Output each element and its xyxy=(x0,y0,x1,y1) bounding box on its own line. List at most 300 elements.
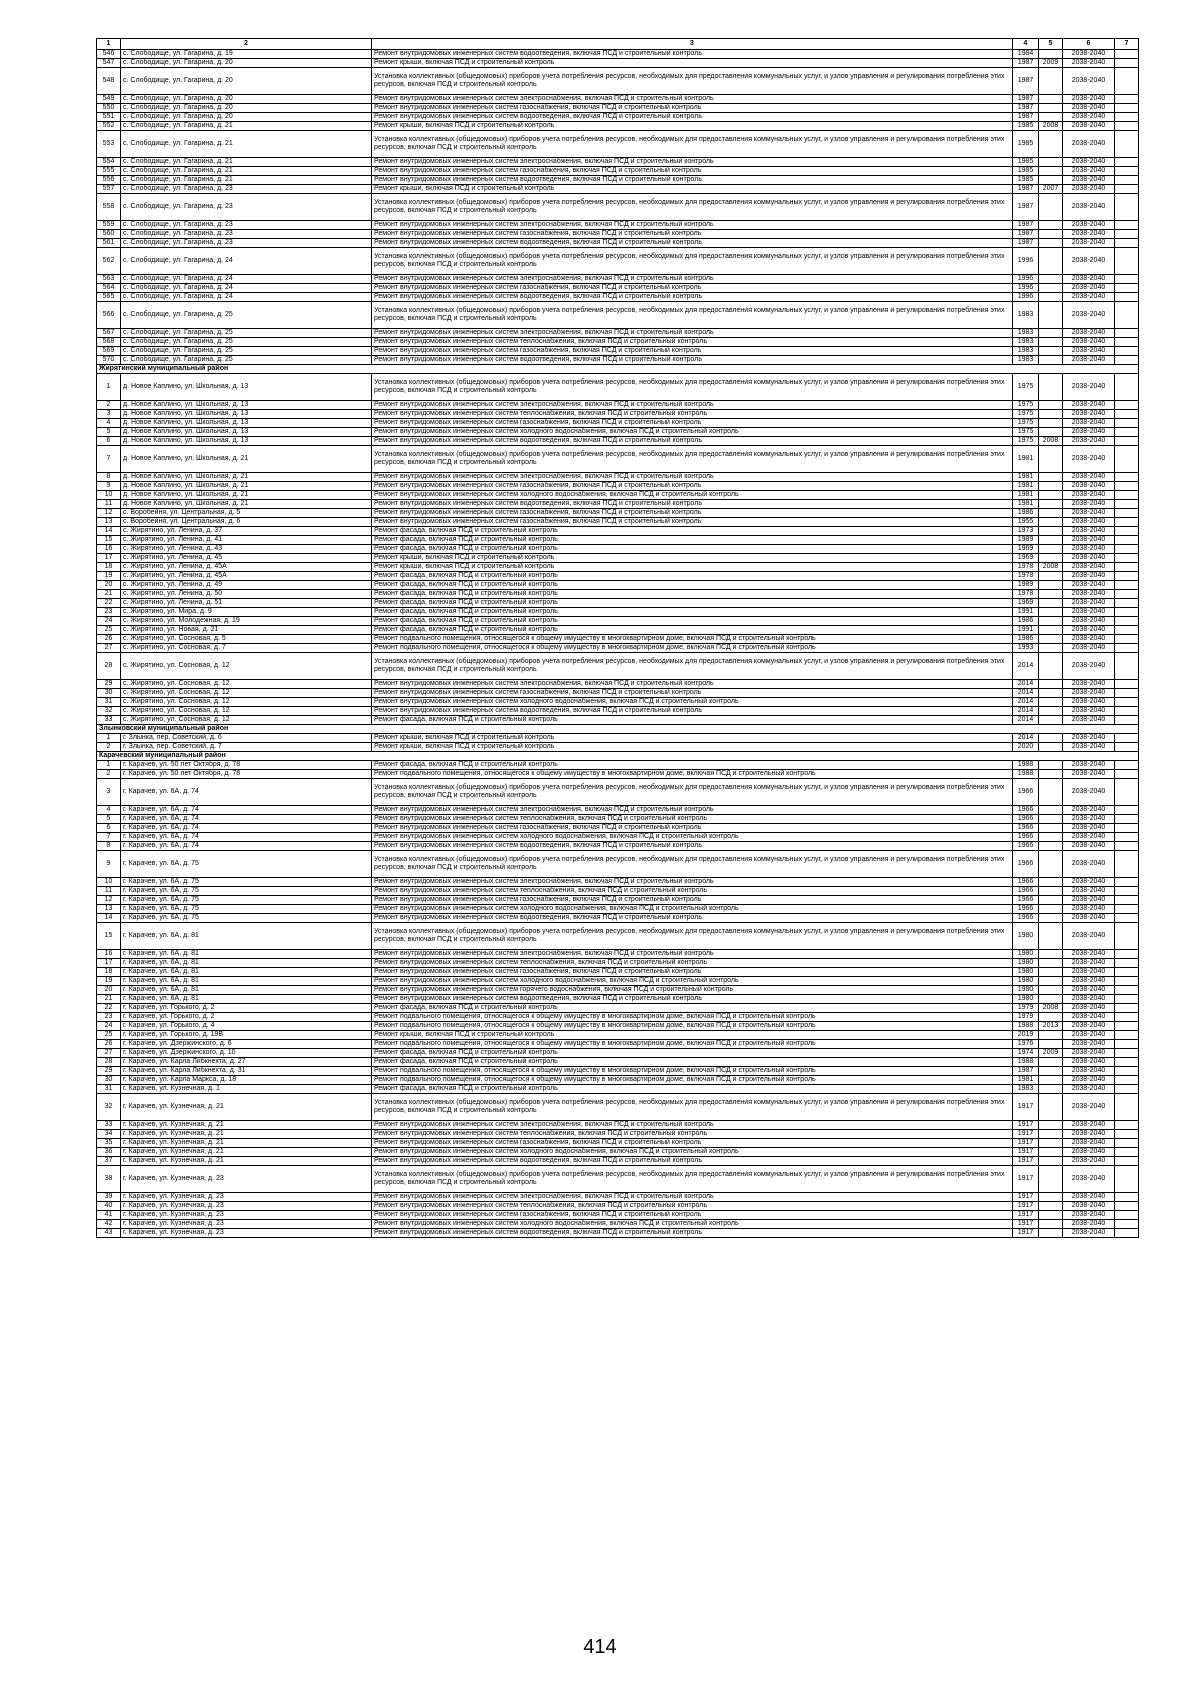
table-row xyxy=(97,1013,1139,1022)
year-built-cell: 1966 xyxy=(1013,905,1039,914)
planned-period-cell: 2038-2040 xyxy=(1063,698,1115,707)
empty-cell xyxy=(1115,896,1139,905)
year-built-cell: 1966 xyxy=(1013,806,1039,815)
work-type-cell: Ремонт фасада, включая ПСД и строительный контроль xyxy=(372,572,1013,581)
row-number-cell: 31 xyxy=(97,698,121,707)
empty-cell xyxy=(1115,374,1139,401)
work-type-cell: Ремонт внутридомовых инженерных систем холодного водоснабжения, включая ПСД и строительный контроль xyxy=(372,698,1013,707)
last-repair-year-cell xyxy=(1039,68,1063,95)
last-repair-year-cell xyxy=(1039,248,1063,275)
work-type-cell: Ремонт крыши, включая ПСД и строительный контроль xyxy=(372,122,1013,131)
row-number-cell: 22 xyxy=(97,599,121,608)
empty-cell xyxy=(1115,275,1139,284)
table-row xyxy=(97,923,1139,950)
last-repair-year-cell: 2009 xyxy=(1039,1049,1063,1058)
row-number-cell: 25 xyxy=(97,1031,121,1040)
table-row xyxy=(97,599,1139,608)
year-built-cell: 1917 xyxy=(1013,1157,1039,1166)
empty-cell xyxy=(1115,491,1139,500)
empty-cell xyxy=(1115,68,1139,95)
work-type-cell: Ремонт внутридомовых инженерных систем газоснабжения, включая ПСД и строительный контроль xyxy=(372,1139,1013,1148)
address-cell: с. Жирятино, ул. Ленина, д. 45 xyxy=(121,554,372,563)
work-type-cell: Установка коллективных (общедомовых) приборов учета потребления ресурсов, необходимых для предоставления коммунальных услуг, и узлов управления и регулирования потребления этих ресурсов, включая ПСД и строительный контроль xyxy=(372,374,1013,401)
last-repair-year-cell xyxy=(1039,275,1063,284)
year-built-cell: 1989 xyxy=(1013,581,1039,590)
row-number-cell: 5 xyxy=(97,428,121,437)
header-cell: 5 xyxy=(1039,39,1063,50)
work-type-cell: Ремонт внутридомовых инженерных систем газоснабжения, включая ПСД и строительный контроль xyxy=(372,419,1013,428)
last-repair-year-cell xyxy=(1039,878,1063,887)
empty-cell xyxy=(1115,230,1139,239)
table-row xyxy=(97,986,1139,995)
last-repair-year-cell xyxy=(1039,617,1063,626)
work-type-cell: Ремонт фасада, включая ПСД и строительный контроль xyxy=(372,617,1013,626)
year-built-cell: 1984 xyxy=(1013,50,1039,59)
address-cell: г. Карачев, ул. 6А, д. 75 xyxy=(121,905,372,914)
row-number-cell: 14 xyxy=(97,914,121,923)
work-type-cell: Ремонт внутридомовых инженерных систем электроснабжения, включая ПСД и строительный контроль xyxy=(372,680,1013,689)
year-built-cell: 2014 xyxy=(1013,716,1039,725)
address-cell: г. Карачев, ул. 6А, д. 81 xyxy=(121,995,372,1004)
table-row xyxy=(97,851,1139,878)
year-built-cell: 1996 xyxy=(1013,284,1039,293)
table-row xyxy=(97,968,1139,977)
planned-period-cell: 2038-2040 xyxy=(1063,680,1115,689)
row-number-cell: 10 xyxy=(97,878,121,887)
last-repair-year-cell xyxy=(1039,554,1063,563)
planned-period-cell: 2038-2040 xyxy=(1063,113,1115,122)
table-row xyxy=(97,95,1139,104)
work-type-cell: Ремонт фасада, включая ПСД и строительный контроль xyxy=(372,590,1013,599)
year-built-cell: 1985 xyxy=(1013,122,1039,131)
year-built-cell: 1969 xyxy=(1013,545,1039,554)
address-cell: г. Карачев, ул. 6А, д. 74 xyxy=(121,779,372,806)
planned-period-cell: 2038-2040 xyxy=(1063,563,1115,572)
last-repair-year-cell xyxy=(1039,284,1063,293)
row-number-cell: 18 xyxy=(97,563,121,572)
year-built-cell: 1986 xyxy=(1013,635,1039,644)
row-number-cell: 548 xyxy=(97,68,121,95)
address-cell: с. Слободище, ул. Гагарина, д. 25 xyxy=(121,329,372,338)
table-row xyxy=(97,329,1139,338)
year-built-cell: 1978 xyxy=(1013,563,1039,572)
row-number-cell: 555 xyxy=(97,167,121,176)
address-cell: с. Слободище, ул. Гагарина, д. 23 xyxy=(121,185,372,194)
year-built-cell: 1978 xyxy=(1013,572,1039,581)
planned-period-cell: 2038-2040 xyxy=(1063,986,1115,995)
section-title: Злынковский муниципальный район xyxy=(97,725,1139,734)
last-repair-year-cell xyxy=(1039,1013,1063,1022)
table-row xyxy=(97,473,1139,482)
last-repair-year-cell xyxy=(1039,446,1063,473)
last-repair-year-cell xyxy=(1039,293,1063,302)
empty-cell xyxy=(1115,635,1139,644)
last-repair-year-cell xyxy=(1039,545,1063,554)
work-type-cell: Ремонт внутридомовых инженерных систем газоснабжения, включая ПСД и строительный контроль xyxy=(372,896,1013,905)
work-type-cell: Ремонт внутридомовых инженерных систем холодного водоснабжения, включая ПСД и строительный контроль xyxy=(372,977,1013,986)
address-cell: г. Карачев, ул. 6А, д. 74 xyxy=(121,815,372,824)
planned-period-cell: 2038-2040 xyxy=(1063,1031,1115,1040)
row-number-cell: 546 xyxy=(97,50,121,59)
last-repair-year-cell xyxy=(1039,1040,1063,1049)
last-repair-year-cell xyxy=(1039,221,1063,230)
address-cell: с. Слободище, ул. Гагарина, д. 23 xyxy=(121,230,372,239)
row-number-cell: 1 xyxy=(97,761,121,770)
table-row xyxy=(97,1049,1139,1058)
table-row xyxy=(97,1094,1139,1121)
table-row xyxy=(97,770,1139,779)
last-repair-year-cell xyxy=(1039,1148,1063,1157)
empty-cell xyxy=(1115,248,1139,275)
planned-period-cell: 2038-2040 xyxy=(1063,509,1115,518)
table-row xyxy=(97,284,1139,293)
table-row xyxy=(97,563,1139,572)
work-type-cell: Ремонт внутридомовых инженерных систем водоотведения, включая ПСД и строительный контроль xyxy=(372,500,1013,509)
empty-cell xyxy=(1115,644,1139,653)
work-type-cell: Ремонт подвального помещения, относящегося к общему имуществу в многоквартирном доме, включая ПСД и строительный контроль xyxy=(372,770,1013,779)
last-repair-year-cell xyxy=(1039,959,1063,968)
year-built-cell: 1981 xyxy=(1013,1076,1039,1085)
table-row xyxy=(97,347,1139,356)
empty-cell xyxy=(1115,1211,1139,1220)
empty-cell xyxy=(1115,689,1139,698)
table-row xyxy=(97,1229,1139,1238)
year-built-cell: 1981 xyxy=(1013,482,1039,491)
last-repair-year-cell xyxy=(1039,572,1063,581)
header-cell: 3 xyxy=(372,39,1013,50)
table-row xyxy=(97,509,1139,518)
table-row xyxy=(97,698,1139,707)
last-repair-year-cell xyxy=(1039,923,1063,950)
address-cell: г. Карачев, ул. 6А, д. 74 xyxy=(121,833,372,842)
work-type-cell: Ремонт подвального помещения, относящегося к общему имуществу в многоквартирном доме, включая ПСД и строительный контроль xyxy=(372,1076,1013,1085)
year-built-cell: 1988 xyxy=(1013,1022,1039,1031)
row-number-cell: 11 xyxy=(97,887,121,896)
planned-period-cell: 2038-2040 xyxy=(1063,1220,1115,1229)
table-row xyxy=(97,626,1139,635)
planned-period-cell: 2038-2040 xyxy=(1063,968,1115,977)
row-number-cell: 564 xyxy=(97,284,121,293)
year-built-cell: 1987 xyxy=(1013,68,1039,95)
last-repair-year-cell xyxy=(1039,95,1063,104)
year-built-cell: 1988 xyxy=(1013,1058,1039,1067)
year-built-cell: 1917 xyxy=(1013,1139,1039,1148)
last-repair-year-cell xyxy=(1039,1085,1063,1094)
empty-cell xyxy=(1115,716,1139,725)
last-repair-year-cell xyxy=(1039,1202,1063,1211)
page-number: 414 xyxy=(583,1636,617,1658)
row-number-cell: 13 xyxy=(97,905,121,914)
year-built-cell: 1983 xyxy=(1013,356,1039,365)
work-type-cell: Ремонт внутридомовых инженерных систем электроснабжения, включая ПСД и строительный контроль xyxy=(372,275,1013,284)
year-built-cell: 1917 xyxy=(1013,1229,1039,1238)
planned-period-cell: 2038-2040 xyxy=(1063,1022,1115,1031)
work-type-cell: Ремонт внутридомовых инженерных систем электроснабжения, включая ПСД и строительный контроль xyxy=(372,158,1013,167)
address-cell: с. Слободище, ул. Гагарина, д. 21 xyxy=(121,122,372,131)
last-repair-year-cell xyxy=(1039,977,1063,986)
row-number-cell: 8 xyxy=(97,842,121,851)
empty-cell xyxy=(1115,1202,1139,1211)
year-built-cell: 1996 xyxy=(1013,293,1039,302)
address-cell: г. Карачев, ул. Кузнечная, д. 21 xyxy=(121,1148,372,1157)
year-built-cell: 1917 xyxy=(1013,1166,1039,1193)
empty-cell xyxy=(1115,653,1139,680)
empty-cell xyxy=(1115,761,1139,770)
planned-period-cell: 2038-2040 xyxy=(1063,977,1115,986)
row-number-cell: 8 xyxy=(97,473,121,482)
row-number-cell: 4 xyxy=(97,419,121,428)
row-number-cell: 570 xyxy=(97,356,121,365)
table-row xyxy=(97,1022,1139,1031)
work-type-cell: Ремонт внутридомовых инженерных систем электроснабжения, включая ПСД и строительный контроль xyxy=(372,1193,1013,1202)
empty-cell xyxy=(1115,563,1139,572)
year-built-cell: 1983 xyxy=(1013,1085,1039,1094)
header-row xyxy=(97,39,1139,50)
section-row xyxy=(97,725,1139,734)
empty-cell xyxy=(1115,1085,1139,1094)
year-built-cell: 1981 xyxy=(1013,500,1039,509)
table-row xyxy=(97,842,1139,851)
planned-period-cell: 2038-2040 xyxy=(1063,950,1115,959)
row-number-cell: 30 xyxy=(97,1076,121,1085)
address-cell: с. Жирятино, ул. Ленина, д. 37 xyxy=(121,527,372,536)
table-row xyxy=(97,581,1139,590)
planned-period-cell: 2038-2040 xyxy=(1063,599,1115,608)
address-cell: д. Новое Каплино, ул. Школьная, д. 21 xyxy=(121,446,372,473)
work-type-cell: Ремонт фасада, включая ПСД и строительный контроль xyxy=(372,761,1013,770)
planned-period-cell: 2038-2040 xyxy=(1063,617,1115,626)
work-type-cell: Установка коллективных (общедомовых) приборов учета потребления ресурсов, необходимых для предоставления коммунальных услуг, и узлов управления и регулирования потребления этих ресурсов, включая ПСД и строительный контроль xyxy=(372,653,1013,680)
planned-period-cell: 2038-2040 xyxy=(1063,707,1115,716)
table-row xyxy=(97,653,1139,680)
row-number-cell: 33 xyxy=(97,1121,121,1130)
table-row xyxy=(97,806,1139,815)
table-row xyxy=(97,887,1139,896)
row-number-cell: 23 xyxy=(97,608,121,617)
empty-cell xyxy=(1115,50,1139,59)
planned-period-cell: 2038-2040 xyxy=(1063,1004,1115,1013)
row-number-cell: 4 xyxy=(97,806,121,815)
address-cell: г. Карачев, ул. 6А, д. 81 xyxy=(121,959,372,968)
planned-period-cell: 2038-2040 xyxy=(1063,1085,1115,1094)
address-cell: г. Карачев, ул. Горького, д. 19В xyxy=(121,1031,372,1040)
work-type-cell: Ремонт фасада, включая ПСД и строительный контроль xyxy=(372,1058,1013,1067)
planned-period-cell: 2038-2040 xyxy=(1063,1094,1115,1121)
last-repair-year-cell xyxy=(1039,851,1063,878)
table-row xyxy=(97,491,1139,500)
year-built-cell: 1991 xyxy=(1013,608,1039,617)
planned-period-cell: 2038-2040 xyxy=(1063,1013,1115,1022)
empty-cell xyxy=(1115,221,1139,230)
planned-period-cell: 2038-2040 xyxy=(1063,59,1115,68)
table-row xyxy=(97,815,1139,824)
table-row xyxy=(97,1058,1139,1067)
address-cell: с. Слободище, ул. Гагарина, д. 21 xyxy=(121,176,372,185)
address-cell: г. Карачев, ул. Кузнечная, д. 23 xyxy=(121,1202,372,1211)
row-number-cell: 7 xyxy=(97,446,121,473)
table-row xyxy=(97,536,1139,545)
planned-period-cell: 2038-2040 xyxy=(1063,167,1115,176)
address-cell: с. Слободище, ул. Гагарина, д. 24 xyxy=(121,284,372,293)
table-row xyxy=(97,644,1139,653)
year-built-cell: 1975 xyxy=(1013,401,1039,410)
last-repair-year-cell xyxy=(1039,680,1063,689)
planned-period-cell: 2038-2040 xyxy=(1063,887,1115,896)
row-number-cell: 3 xyxy=(97,779,121,806)
row-number-cell: 25 xyxy=(97,626,121,635)
work-type-cell: Ремонт внутридомовых инженерных систем электроснабжения, включая ПСД и строительный контроль xyxy=(372,221,1013,230)
year-built-cell: 1983 xyxy=(1013,329,1039,338)
address-cell: с. Слободище, ул. Гагарина, д. 20 xyxy=(121,59,372,68)
row-number-cell: 15 xyxy=(97,536,121,545)
work-type-cell: Ремонт внутридомовых инженерных систем газоснабжения, включая ПСД и строительный контроль xyxy=(372,968,1013,977)
year-built-cell: 1966 xyxy=(1013,914,1039,923)
empty-cell xyxy=(1115,338,1139,347)
work-type-cell: Ремонт внутридомовых инженерных систем электроснабжения, включая ПСД и строительный контроль xyxy=(372,95,1013,104)
planned-period-cell: 2038-2040 xyxy=(1063,347,1115,356)
empty-cell xyxy=(1115,293,1139,302)
year-built-cell: 1985 xyxy=(1013,131,1039,158)
year-built-cell: 1985 xyxy=(1013,167,1039,176)
planned-period-cell: 2038-2040 xyxy=(1063,104,1115,113)
last-repair-year-cell xyxy=(1039,401,1063,410)
address-cell: с. Жирятино, ул. Ленина, д. 45А xyxy=(121,572,372,581)
last-repair-year-cell xyxy=(1039,707,1063,716)
empty-cell xyxy=(1115,95,1139,104)
last-repair-year-cell xyxy=(1039,653,1063,680)
last-repair-year-cell xyxy=(1039,113,1063,122)
year-built-cell: 1980 xyxy=(1013,950,1039,959)
year-built-cell: 1980 xyxy=(1013,986,1039,995)
planned-period-cell: 2038-2040 xyxy=(1063,302,1115,329)
planned-period-cell: 2038-2040 xyxy=(1063,482,1115,491)
row-number-cell: 16 xyxy=(97,950,121,959)
address-cell: г. Карачев, ул. 6А, д. 74 xyxy=(121,842,372,851)
year-built-cell: 1917 xyxy=(1013,1094,1039,1121)
last-repair-year-cell xyxy=(1039,338,1063,347)
table-row xyxy=(97,1067,1139,1076)
empty-cell xyxy=(1115,122,1139,131)
empty-cell xyxy=(1115,410,1139,419)
year-built-cell: 1987 xyxy=(1013,194,1039,221)
empty-cell xyxy=(1115,500,1139,509)
empty-cell xyxy=(1115,1121,1139,1130)
row-number-cell: 31 xyxy=(97,1085,121,1094)
last-repair-year-cell xyxy=(1039,50,1063,59)
planned-period-cell: 2038-2040 xyxy=(1063,239,1115,248)
table-row xyxy=(97,878,1139,887)
planned-period-cell: 2038-2040 xyxy=(1063,734,1115,743)
empty-cell xyxy=(1115,995,1139,1004)
table-row xyxy=(97,410,1139,419)
empty-cell xyxy=(1115,1058,1139,1067)
last-repair-year-cell: 2008 xyxy=(1039,1004,1063,1013)
address-cell: д. Новое Каплино, ул. Школьная, д. 21 xyxy=(121,473,372,482)
work-type-cell: Ремонт внутридомовых инженерных систем газоснабжения, включая ПСД и строительный контроль xyxy=(372,824,1013,833)
work-type-cell: Ремонт внутридомовых инженерных систем холодного водоснабжения, включая ПСД и строительный контроль xyxy=(372,1220,1013,1229)
planned-period-cell: 2038-2040 xyxy=(1063,761,1115,770)
work-type-cell: Ремонт крыши, включая ПСД и строительный контроль xyxy=(372,1031,1013,1040)
table-row xyxy=(97,950,1139,959)
table-row xyxy=(97,833,1139,842)
address-cell: с. Слободище, ул. Гагарина, д. 20 xyxy=(121,104,372,113)
empty-cell xyxy=(1115,698,1139,707)
address-cell: г. Карачев, ул. 6А, д. 81 xyxy=(121,950,372,959)
table-row xyxy=(97,194,1139,221)
table-row xyxy=(97,131,1139,158)
address-cell: г. Карачев, ул. 6А, д. 75 xyxy=(121,887,372,896)
empty-cell xyxy=(1115,446,1139,473)
address-cell: с. Жирятино, ул. Ленина, д. 49 xyxy=(121,581,372,590)
section-title: Карачевский муниципальный район xyxy=(97,752,1139,761)
last-repair-year-cell xyxy=(1039,1121,1063,1130)
empty-cell xyxy=(1115,986,1139,995)
planned-period-cell: 2038-2040 xyxy=(1063,608,1115,617)
last-repair-year-cell xyxy=(1039,329,1063,338)
work-type-cell: Ремонт внутридомовых инженерных систем газоснабжения, включая ПСД и строительный контроль xyxy=(372,167,1013,176)
address-cell: с. Слободище, ул. Гагарина, д. 24 xyxy=(121,248,372,275)
planned-period-cell: 2038-2040 xyxy=(1063,1202,1115,1211)
empty-cell xyxy=(1115,329,1139,338)
empty-cell xyxy=(1115,509,1139,518)
work-type-cell: Ремонт фасада, включая ПСД и строительный контроль xyxy=(372,716,1013,725)
planned-period-cell: 2038-2040 xyxy=(1063,518,1115,527)
planned-period-cell: 2038-2040 xyxy=(1063,824,1115,833)
work-type-cell: Установка коллективных (общедомовых) приборов учета потребления ресурсов, необходимых для предоставления коммунальных услуг, и узлов управления и регулирования потребления этих ресурсов, включая ПСД и строительный контроль xyxy=(372,779,1013,806)
planned-period-cell: 2038-2040 xyxy=(1063,995,1115,1004)
year-built-cell: 1966 xyxy=(1013,887,1039,896)
year-built-cell: 2014 xyxy=(1013,689,1039,698)
empty-cell xyxy=(1115,131,1139,158)
empty-cell xyxy=(1115,1004,1139,1013)
row-number-cell: 560 xyxy=(97,230,121,239)
table-row xyxy=(97,374,1139,401)
planned-period-cell: 2038-2040 xyxy=(1063,743,1115,752)
last-repair-year-cell xyxy=(1039,1157,1063,1166)
row-number-cell: 557 xyxy=(97,185,121,194)
last-repair-year-cell xyxy=(1039,473,1063,482)
empty-cell xyxy=(1115,437,1139,446)
planned-period-cell: 2038-2040 xyxy=(1063,491,1115,500)
work-type-cell: Ремонт внутридомовых инженерных систем водоотведения, включая ПСД и строительный контроль xyxy=(372,113,1013,122)
planned-period-cell: 2038-2040 xyxy=(1063,806,1115,815)
last-repair-year-cell xyxy=(1039,1166,1063,1193)
empty-cell xyxy=(1115,401,1139,410)
table-row xyxy=(97,1139,1139,1148)
empty-cell xyxy=(1115,536,1139,545)
empty-cell xyxy=(1115,707,1139,716)
address-cell: с. Слободище, ул. Гагарина, д. 20 xyxy=(121,95,372,104)
last-repair-year-cell xyxy=(1039,1193,1063,1202)
work-type-cell: Ремонт внутридомовых инженерных систем теплоснабжения, включая ПСД и строительный контроль xyxy=(372,959,1013,968)
row-number-cell: 566 xyxy=(97,302,121,329)
address-cell: с. Жирятино, ул. Ленина, д. 41 xyxy=(121,536,372,545)
year-built-cell: 1981 xyxy=(1013,491,1039,500)
last-repair-year-cell xyxy=(1039,374,1063,401)
empty-cell xyxy=(1115,743,1139,752)
work-type-cell: Ремонт внутридомовых инженерных систем холодного водоснабжения, включая ПСД и строительный контроль xyxy=(372,491,1013,500)
table-row xyxy=(97,1085,1139,1094)
address-cell: г. Карачев, ул. 6А, д. 75 xyxy=(121,896,372,905)
row-number-cell: 567 xyxy=(97,329,121,338)
year-built-cell: 1975 xyxy=(1013,428,1039,437)
work-type-cell: Установка коллективных (общедомовых) приборов учета потребления ресурсов, необходимых для предоставления коммунальных услуг, и узлов управления и регулирования потребления этих ресурсов, включая ПСД и строительный контроль xyxy=(372,248,1013,275)
table-row xyxy=(97,167,1139,176)
address-cell: г. Карачев, ул. 6А, д. 74 xyxy=(121,806,372,815)
year-built-cell: 1987 xyxy=(1013,104,1039,113)
work-type-cell: Ремонт внутридомовых инженерных систем водоотведения, включая ПСД и строительный контроль xyxy=(372,293,1013,302)
last-repair-year-cell xyxy=(1039,158,1063,167)
